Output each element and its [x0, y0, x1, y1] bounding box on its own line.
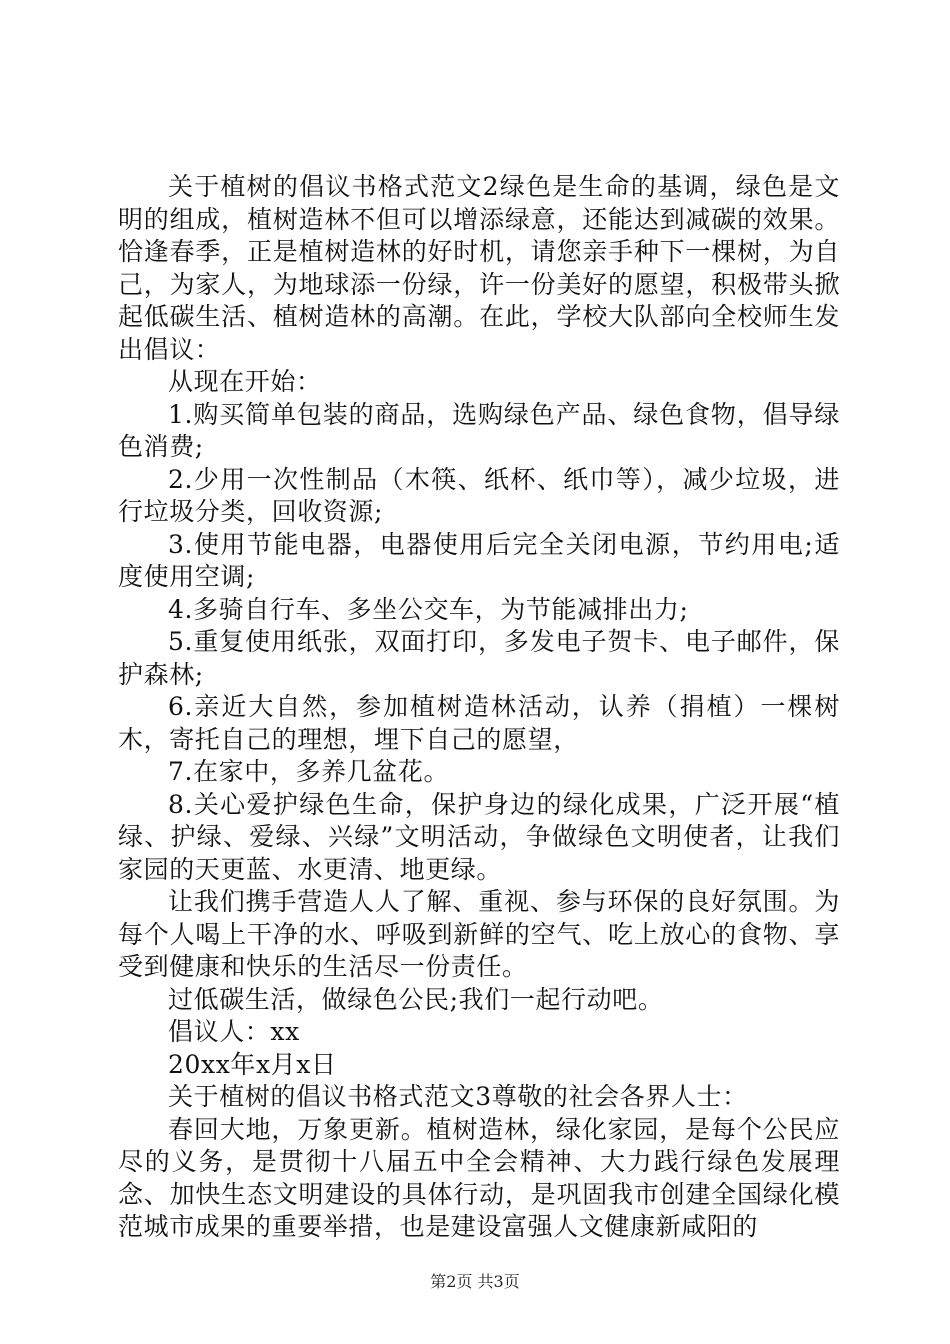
paragraph-template-3-body: 春回大地，万象更新。植树造林，绿化家园，是每个公民应尽的义务，是贯彻十八届五中全会精神、大力践行绿色发展理念、加快生态文明建设的具体行动，是巩固我市创建全国绿化模范城市成果的重要举措，也是建设富强人文健康新咸阳的: [118, 1114, 840, 1241]
document-body: [118, 171, 840, 1244]
page-footer: 第2页 共3页: [430, 1272, 520, 1291]
paragraph-item-7: 7.在家中，多养几盆花。: [168, 757, 450, 786]
paragraph-item-4: 4.多骑自行车、多坐公交车，为节能减排出力;: [168, 594, 689, 624]
paragraph-item-6: 6.亲近大自然，参加植树造林活动，认养（捐植）一棵树木，寄托自己的理想，埋下自己的愿望，: [118, 692, 840, 754]
paragraph-signatory: 倡议人：xx: [168, 1017, 300, 1046]
paragraph-item-2: 2.少用一次性制品（木筷、纸杯、纸巾等），减少垃圾，进行垃圾分类，回收资源;: [118, 464, 840, 526]
paragraph-item-1: 1.购买简单包装的商品，选购绿色产品、绿色食物，倡导绿色消费;: [118, 399, 840, 461]
paragraph-item-8: 8.关心爱护绿色生命，保护身边的绿化成果，广泛开展“植绿、护绿、爱绿、兴绿”文明活动，争做绿色文明使者，让我们家园的天更蓝、水更清、地更绿。: [118, 789, 840, 884]
paragraph-template-3-title: 关于植树的倡议书格式范文3尊敬的社会各界人士：: [168, 1082, 748, 1111]
paragraph-start-now: 从现在开始：: [168, 367, 322, 396]
paragraph-date: 20xx年x月x日: [168, 1049, 337, 1079]
paragraph-slogan: 过低碳生活，做绿色公民;我们一起行动吧。: [168, 984, 664, 1014]
paragraph-item-5: 5.重复使用纸张，双面打印，多发电子贺卡、电子邮件，保护森林;: [118, 627, 840, 689]
paragraph-item-3: 3.使用节能电器，电器使用后完全关闭电源，节约用电;适度使用空调;: [118, 529, 840, 591]
paragraph-call-to-action: 让我们携手营造人人了解、重视、参与环保的良好氛围。为每个人喝上干净的水、呼吸到新鲜的空气、吃上放心的食物、享受到健康和快乐的生活尽一份责任。: [118, 887, 840, 981]
paragraph-intro: 关于植树的倡议书格式范文2绿色是生命的基调，绿色是文明的组成，植树造林不但可以增添绿意，还能达到减碳的效果。恰逢春季，正是植树造林的好时机，请您亲手种下一棵树，为自己，为家人，为地球添一份绿，许一份美好的愿望，积极带头掀起低碳生活、植树造林的高潮。在此，学校大队部向全校师生发出倡议：: [118, 172, 840, 364]
